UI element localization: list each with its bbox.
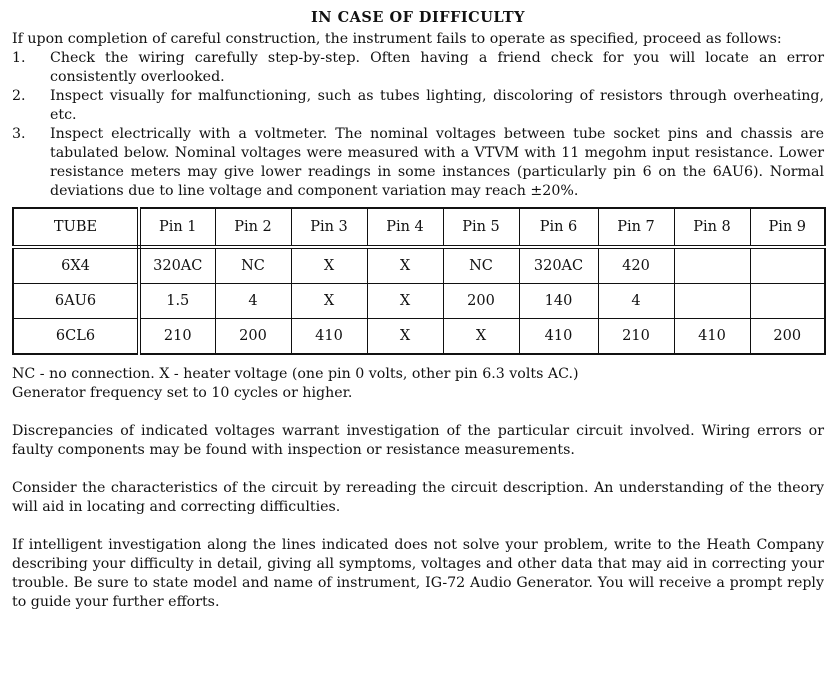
table-cell: 1.5	[139, 284, 215, 319]
table-cell	[674, 284, 750, 319]
table-cell: 410	[519, 319, 598, 355]
column-header: Pin 8	[674, 208, 750, 247]
column-header: Pin 3	[291, 208, 367, 247]
table-cell: X	[367, 247, 443, 284]
table-cell: X	[291, 247, 367, 284]
table-cell: X	[367, 319, 443, 355]
table-cell: X	[443, 319, 519, 355]
table-header-row	[13, 208, 825, 247]
body-paragraph: Consider the characteristics of the circuit by rereading the circuit description. An understanding of the theory will aid in locating and correcting difficulties.	[12, 480, 824, 515]
step-text: Check the wiring carefully step-by-step. Often having a friend check for you will locate an error consistently overlooked.	[50, 50, 824, 85]
table-cell: 4	[598, 284, 674, 319]
table-cell: X	[367, 284, 443, 319]
table-notes	[12, 365, 824, 403]
column-header: Pin 1	[139, 208, 215, 247]
table-cell: 200	[750, 319, 825, 355]
table-cell: NC	[443, 247, 519, 284]
column-header: Pin 7	[598, 208, 674, 247]
table-cell: 6AU6	[13, 284, 139, 319]
table-row	[13, 284, 825, 319]
table-cell: 420	[598, 247, 674, 284]
body-paragraph: Discrepancies of indicated voltages warrant investigation of the particular circuit involved. Wiring errors or faulty components may be found with inspection or resistance measurements.	[12, 423, 824, 458]
table-cell: 140	[519, 284, 598, 319]
table-cell: 200	[443, 284, 519, 319]
table-cell	[750, 247, 825, 284]
table-cell: 210	[598, 319, 674, 355]
page-title: IN CASE OF DIFFICULTY	[311, 9, 525, 26]
table-cell: NC	[215, 247, 291, 284]
steps-list	[12, 49, 824, 201]
note-line: Generator frequency set to 10 cycles or higher.	[12, 385, 353, 401]
voltage-table	[12, 207, 826, 355]
step-text: Inspect electrically with a voltmeter. The nominal voltages between tube socket pins and chassis are tabulated below. Nominal voltages were measured with a VTVM with 11 megohm input resistance. Lower resistance meters may give lower readings in some instances (particularly pin 6 on the 6AU6). Normal deviations due to line voltage and component variation may reach ±20%.	[50, 126, 824, 199]
list-item	[12, 49, 824, 87]
table-cell	[750, 284, 825, 319]
body-paragraph: If intelligent investigation along the lines indicated does not solve your problem, write to the Heath Company describing your difficulty in detail, giving all symptoms, voltages and other data that may aid in correcting your trouble. Be sure to state model and name of instrument, IG-72 Audio Generator. You will receive a prompt reply to guide your further efforts.	[12, 537, 824, 610]
step-number: 3.	[12, 126, 26, 142]
list-item	[12, 125, 824, 201]
intro-paragraph: If upon completion of careful construction, the instrument fails to operate as specified, proceed as follows:	[12, 31, 782, 47]
table-row	[13, 247, 825, 284]
column-header: Pin 9	[750, 208, 825, 247]
column-header: Pin 6	[519, 208, 598, 247]
table-cell: 4	[215, 284, 291, 319]
table-cell	[674, 247, 750, 284]
step-number: 1.	[12, 50, 26, 66]
table-cell: 6CL6	[13, 319, 139, 355]
table-cell: 200	[215, 319, 291, 355]
table-cell: 210	[139, 319, 215, 355]
column-header: Pin 4	[367, 208, 443, 247]
document-page	[12, 8, 824, 612]
note-line: NC - no connection. X - heater voltage (one pin 0 volts, other pin 6.3 volts AC.)	[12, 366, 579, 382]
table-cell: 410	[291, 319, 367, 355]
list-item	[12, 87, 824, 125]
column-header: Pin 5	[443, 208, 519, 247]
table-row	[13, 319, 825, 355]
table-cell: 410	[674, 319, 750, 355]
column-header: TUBE	[13, 208, 139, 247]
table-cell: 6X4	[13, 247, 139, 284]
step-number: 2.	[12, 88, 26, 104]
table-cell: X	[291, 284, 367, 319]
step-text: Inspect visually for malfunctioning, such as tubes lighting, discoloring of resistors through overheating, etc.	[50, 88, 824, 123]
table-cell: 320AC	[139, 247, 215, 284]
table-cell: 320AC	[519, 247, 598, 284]
column-header: Pin 2	[215, 208, 291, 247]
